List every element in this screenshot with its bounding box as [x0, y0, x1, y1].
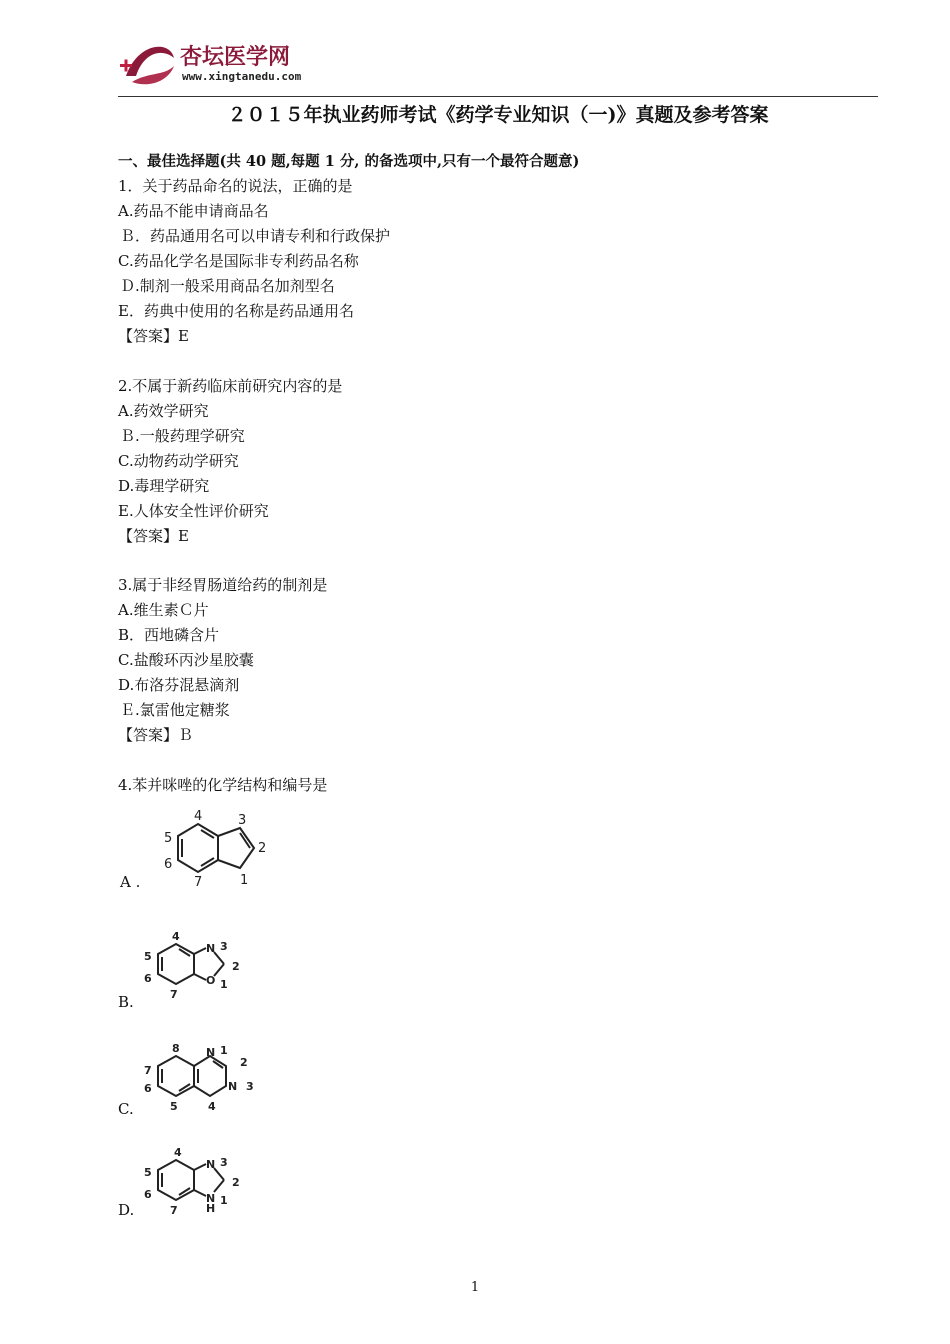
svg-text:7: 7	[144, 1064, 152, 1077]
page-number: 1	[470, 1280, 480, 1295]
logo-text: 杏坛医学网	[180, 45, 291, 70]
svg-text:1: 1	[220, 1044, 228, 1057]
svg-text:7: 7	[194, 875, 203, 888]
svg-text:1: 1	[220, 1194, 228, 1207]
quinazoline-structure-icon	[140, 1040, 270, 1116]
option-label: A .	[120, 873, 141, 891]
svg-text:4: 4	[208, 1100, 216, 1113]
svg-text:N: N	[206, 1046, 216, 1059]
option-label: C.	[118, 1100, 134, 1118]
section-heading: 一、最佳选择题(共 40 题,每题 1 分, 的备选项中,只有一个最符合题意)	[118, 153, 580, 170]
benzimidazole-structure-icon	[140, 1144, 250, 1216]
answer-text: 【答案】E	[118, 527, 189, 545]
svg-text:2: 2	[232, 1176, 240, 1189]
question-stem: 3.属于非经胃肠道给药的制剂是	[118, 576, 328, 594]
option-text: A.维生素Ｃ片	[118, 601, 209, 619]
svg-text:6: 6	[144, 1082, 152, 1095]
svg-text:3: 3	[238, 813, 247, 828]
svg-text:7: 7	[170, 1204, 178, 1216]
option-text: E.人体安全性评价研究	[118, 502, 269, 520]
svg-text:N: N	[206, 1158, 216, 1171]
option-text: B．西地磷含片	[118, 626, 220, 644]
option-text: Ｄ.制剂一般采用商品名加剂型名	[120, 277, 335, 295]
svg-text:4: 4	[172, 930, 180, 943]
logo-url: www.xingtanedu.com	[182, 70, 302, 83]
svg-text:6: 6	[164, 857, 173, 872]
svg-text:6: 6	[144, 972, 152, 985]
site-logo	[118, 36, 328, 92]
option-label: B.	[118, 993, 134, 1011]
svg-text:4: 4	[194, 809, 203, 824]
svg-text:5: 5	[144, 950, 152, 963]
svg-text:2: 2	[240, 1056, 248, 1069]
option-text: Ｂ.一般药理学研究	[120, 427, 245, 445]
answer-text: 【答案】Ｂ	[118, 726, 194, 744]
option-text: Ｂ．药品通用名可以申请专利和行政保护	[120, 227, 391, 245]
svg-text:N: N	[228, 1080, 238, 1093]
answer-text: 【答案】E	[118, 327, 189, 345]
option-text: C.盐酸环丙沙星胶囊	[118, 651, 254, 669]
svg-text:H: H	[206, 1202, 216, 1215]
svg-text:N: N	[206, 942, 216, 955]
svg-text:5: 5	[144, 1166, 152, 1179]
option-text: Ｅ.氯雷他定糖浆	[120, 701, 230, 719]
svg-text:1: 1	[220, 978, 228, 991]
benzoxazole-structure-icon	[140, 930, 250, 1000]
svg-text:3: 3	[246, 1080, 254, 1093]
indene-structure-icon	[158, 806, 278, 888]
option-text: A.药品不能申请商品名	[118, 202, 269, 220]
svg-text:4: 4	[174, 1146, 182, 1159]
svg-text:1: 1	[240, 873, 249, 888]
svg-text:6: 6	[144, 1188, 152, 1201]
svg-text:2: 2	[232, 960, 240, 973]
svg-text:2: 2	[258, 841, 267, 856]
option-text: E．药典中使用的名称是药品通用名	[118, 302, 354, 320]
option-text: C.动物药动学研究	[118, 452, 239, 470]
svg-text:5: 5	[170, 1100, 178, 1113]
svg-text:8: 8	[172, 1042, 180, 1055]
option-label: D.	[118, 1201, 135, 1219]
svg-text:N: N	[206, 1192, 216, 1205]
logo-emblem-icon	[120, 47, 174, 85]
option-text: C.药品化学名是国际非专利药品名称	[118, 252, 359, 270]
document-title: ２０１５年执业药师考试《药学专业知识（一)》真题及参考答案	[227, 104, 769, 126]
svg-text:O: O	[206, 974, 216, 987]
question-stem: 4.苯并咪唑的化学结构和编号是	[118, 776, 328, 794]
question-stem: 1．关于药品命名的说法，正确的是	[118, 177, 353, 195]
question-stem: 2.不属于新药临床前研究内容的是	[118, 377, 343, 395]
svg-text:3: 3	[220, 940, 228, 953]
svg-text:7: 7	[170, 988, 178, 1000]
option-text: A.药效学研究	[118, 402, 209, 420]
svg-text:5: 5	[164, 831, 173, 846]
option-text: D.毒理学研究	[118, 477, 210, 495]
option-text: D.布洛芬混悬滴剂	[118, 676, 240, 694]
svg-text:3: 3	[220, 1156, 228, 1169]
header-divider	[118, 96, 878, 97]
